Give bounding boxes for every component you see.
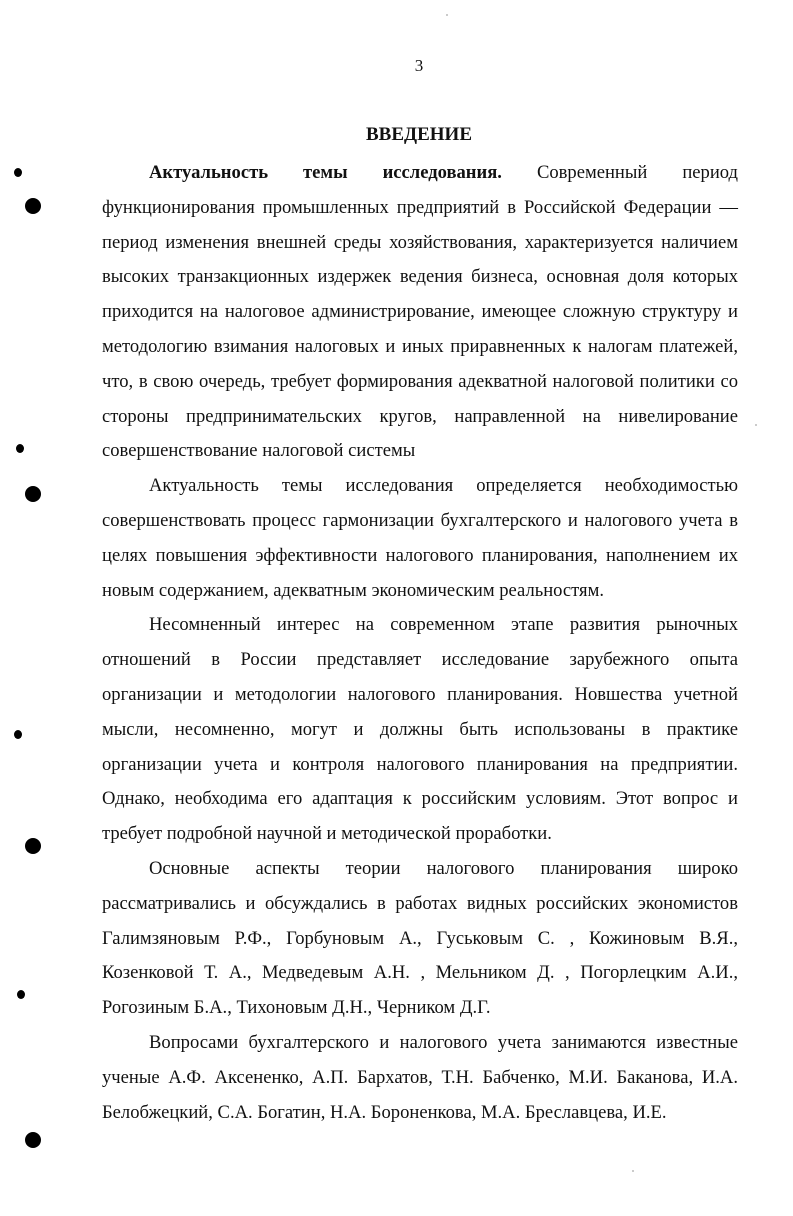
punch-hole-dot [25, 1132, 41, 1148]
paragraph-accounting-scholars: Вопросами бухгалтерского и налогового учета занимаются известные ученые А.Ф. Аксененко, А.П. Бархатов, Т.Н. Бабченко, М.И. Баканова, И.А. Белобжецкий, С.А. Богатин, Н.А. Бороненкова, М.А. Бреславцева, И.Е. [102, 1031, 738, 1123]
paragraph-relevance-detail: Актуальность темы исследования определяется необходимостью совершенствовать процесс гармонизации бухгалтерского и налогового учета в целях повышения эффективности налогового планирования, наполнением их новым содержанием, адекватным экономическим реальностям. [102, 475, 738, 601]
scan-speck [16, 444, 24, 453]
paragraph-text: Современный период функционирования промышленных предприятий в Российской Федерации — период изменения внешней среды хозяйствования, характеризуется наличием высоких транзакционных издержек ведения бизнеса, основная доля которых приходится на налоговое администрирование, имеющее сложную структуру и методологию взимания налоговых и иных приравненных к налогам платежей, что, в свою очередь, требует формирования адекватной налоговой политики со стороны предпринимательских кругов, направленной на нивелирование совершенствование налоговой системы [102, 162, 738, 462]
paragraph-lead: Актуальность темы исследования. [149, 162, 502, 183]
paragraph-theory-authors: Основные аспекты теории налогового планирования широко рассматривались и обсуждались в работах видных российских экономистов Галимзяновым Р.Ф., Горбуновым А., Гуськовым С. , Кожиновым В.Я., Козенковой Т. А., Медведевым А.Н. , Мельником Д. , Погорлецким А.И., Рогозиным Б.А., Тихоновым Д.Н., Черником Д.Г. [102, 857, 738, 1019]
scan-speck [14, 730, 22, 739]
paragraph-foreign-experience: Несомненный интерес на современном этапе развития рыночных отношений в России представляет исследование зарубежного опыта организации и методологии налогового планирования. Новшества учетной мысли, несомненно, могут и должны быть использованы в практике организации учета и контроля налогового планирования на предприятии. Однако, необходима его адаптация к российским условиям. Этот вопрос и требует подробной научной и методической проработки. [102, 614, 738, 845]
scan-speck [632, 1170, 634, 1172]
scan-speck [446, 14, 448, 16]
punch-hole-dot [25, 486, 41, 502]
section-heading: ВВЕДЕНИЕ [366, 124, 472, 145]
scan-speck [14, 168, 22, 177]
punch-hole-dot [25, 838, 41, 854]
scan-speck [755, 424, 757, 426]
page-number: 3 [414, 56, 424, 75]
punch-hole-dot [25, 198, 41, 214]
paragraph-relevance [102, 156, 738, 469]
scan-speck [17, 990, 25, 999]
document-body [102, 156, 738, 1130]
